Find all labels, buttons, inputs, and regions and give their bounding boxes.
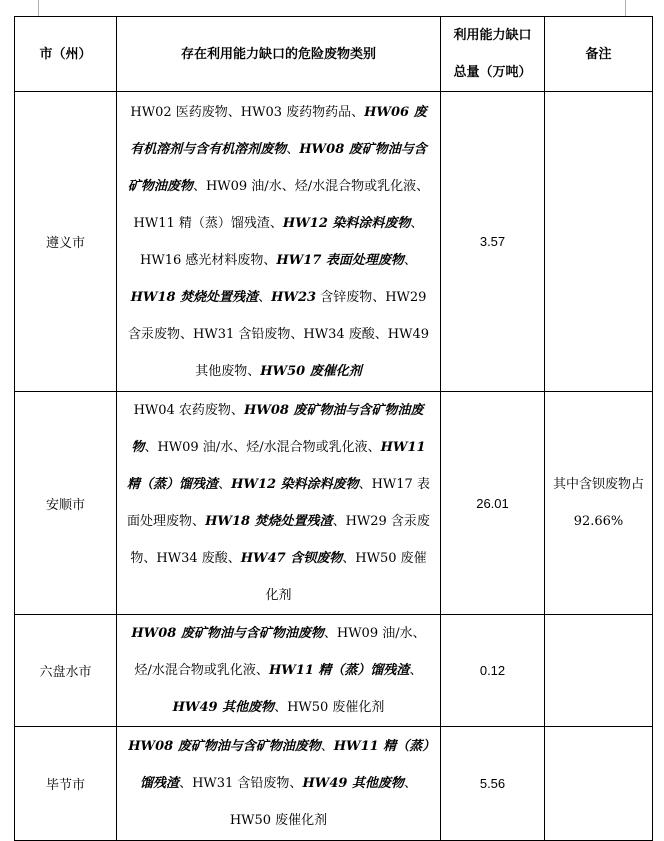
waste-type-bold: HW47 含钡废物 [240,551,343,566]
waste-type-bold: HW23 [271,289,317,305]
table-row [15,727,653,841]
header-note: 备注 [545,17,653,92]
waste-type-text: 含锌废物、HW29 含汞废物、HW31 含铅废物、HW34 废酸、HW49 其他废物、 [128,289,429,379]
waste-types-cell [117,92,441,392]
city-cell: 六盘水市 [15,615,117,727]
waste-type-text: 、HW50 废催化剂 [274,700,385,715]
header-gap: 利用能力缺口总量（万吨） [441,17,545,92]
waste-type-bold: HW08 废矿物油与含矿物油废物 [127,141,427,194]
note-cell: 其中含钡废物占 92.66% [545,392,653,615]
waste-type-bold: HW12 染料涂料废物 [231,477,359,492]
note-cell [545,92,653,392]
waste-type-bold: HW49 其他废物 [302,776,404,791]
header-row [15,17,653,92]
header-city: 市（州） [15,17,117,92]
waste-type-text: HW02 医药废物、HW03 废药物药品、 [130,104,365,120]
waste-type-text: 、HW29 含汞废物、HW34 废酸、 [130,514,430,566]
table-row [15,615,653,727]
waste-type-bold: HW08 废矿物油与含矿物油废物 [131,626,324,641]
waste-type-text: 、 [403,252,417,268]
waste-type-text: HW04 农药废物、 [133,403,244,418]
waste-type-bold: HW11 精（蒸）馏残渣 [268,663,410,678]
waste-types-cell [117,392,441,615]
waste-type-bold: HW08 废矿物油与含矿物油废物 [128,739,321,754]
gap-cell: 5.56 [441,727,545,841]
waste-type-text: 、 [409,663,423,678]
waste-type-text: 、HW50 废催化剂 [229,776,417,828]
waste-type-text: 、 [320,739,334,754]
waste-type-text: 、HW50 废催化剂 [265,551,427,603]
gap-cell: 3.57 [441,92,545,392]
waste-type-text: 、HW09 油/水、烃/水混合物或乳化液、HW11 精（蒸）馏残渣、 [133,178,430,231]
header-types: 存在利用能力缺口的危险废物类别 [117,17,441,92]
waste-type-text: 、HW09 油/水、烃/水混合物或乳化液、 [144,440,381,455]
table-row [15,392,653,615]
waste-type-bold: HW11 精（蒸）馏残渣 [140,739,429,791]
city-cell: 毕节市 [15,727,117,841]
crop-mark-right [625,0,626,16]
waste-types-cell [117,615,441,727]
waste-type-bold: HW18 焚烧处置残渣 [205,514,333,529]
gap-cell: 26.01 [441,392,545,615]
city-cell: 安顺市 [15,392,117,615]
crop-mark-left [38,0,39,16]
waste-types-cell [117,727,441,841]
waste-type-bold: HW49 其他废物 [172,700,275,715]
table-row [15,92,653,392]
waste-type-text: 、HW17 表面处理废物、 [127,477,430,529]
waste-type-bold: HW17 表面处理废物 [276,252,404,268]
waste-type-bold: HW12 染料涂料废物 [282,215,411,231]
waste-type-bold: HW50 废催化剂 [260,363,362,379]
waste-type-text: 、 [218,477,232,492]
note-cell [545,615,653,727]
note-cell [545,727,653,841]
hazardous-waste-gap-table [14,16,653,841]
waste-type-text: 、HW16 感光材料废物、 [140,215,424,268]
waste-type-bold: HW11 精（蒸）馏残渣 [127,440,426,492]
waste-type-text: 、 [258,289,272,305]
gap-cell: 0.12 [441,615,545,727]
waste-type-bold: HW08 废矿物油与含矿物油废物 [131,403,424,455]
waste-type-bold: HW06 废有机溶剂与含有机溶剂废物 [130,104,427,157]
waste-type-bold: HW18 焚烧处置残渣 [130,289,259,305]
waste-type-text: 、HW31 含铅废物、 [179,776,303,791]
waste-type-text: 、HW09 油/水、烃/水混合物或乳化液、 [134,626,426,678]
city-cell: 遵义市 [15,92,117,392]
waste-type-text: 、 [286,141,300,157]
